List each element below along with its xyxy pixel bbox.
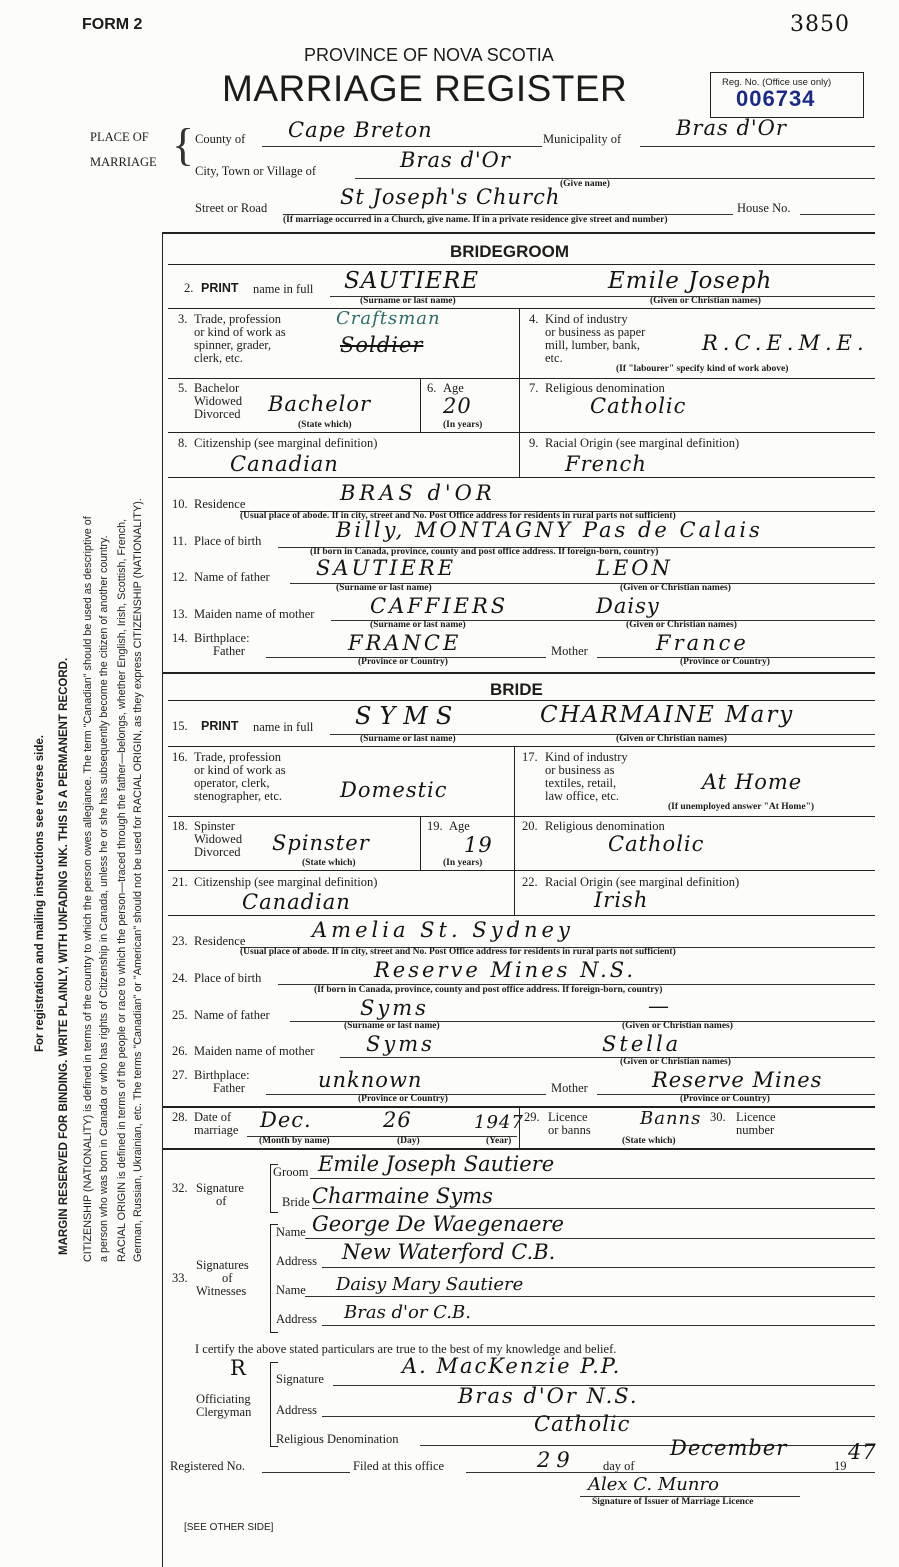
marriage-day: 26 xyxy=(383,1108,412,1132)
groom-father-birthplace: FRANCE xyxy=(348,631,462,655)
groom-given-names: Emile Joseph xyxy=(608,268,773,294)
city-label: City, Town or Village of xyxy=(195,164,317,178)
groom-father-surname: SAUTIERE xyxy=(316,556,457,580)
groom-mother-given: Daisy xyxy=(596,594,660,618)
bride-print-label: PRINT xyxy=(201,719,239,733)
witness1-name: George De Waegenaere xyxy=(312,1212,564,1236)
witness2-address: Bras d'or C.B. xyxy=(344,1302,471,1323)
groom-religion: Catholic xyxy=(590,394,687,418)
groom-residence: BRAS d'OR xyxy=(340,481,496,505)
street-note: (If marriage occurred in a Church, give name. If in a private residence give street and number) xyxy=(283,215,668,225)
groom-industry: R.C.E.M.E. xyxy=(702,331,869,355)
groom-name-label: name in full xyxy=(253,282,314,296)
street-label: Street or Road xyxy=(195,201,268,215)
county-value: Cape Breton xyxy=(288,118,433,142)
groom-age: 20 xyxy=(443,394,472,418)
groom-citizenship: Canadian xyxy=(230,452,339,476)
certification-statement: I certify the above stated particulars are true to the best of my knowledge and belief. xyxy=(195,1342,617,1356)
margin-instructions: For registration and mailing instructions see reverse side. xyxy=(34,735,46,1052)
witness1-address: New Waterford C.B. xyxy=(342,1240,556,1264)
bride-signature: Charmaine Syms xyxy=(312,1184,493,1208)
bride-citizenship: Canadian xyxy=(242,890,351,914)
marriage-year: 1947 xyxy=(474,1112,524,1133)
bride-residence: Amelia St. Sydney xyxy=(312,918,574,942)
municipality-label: Municipality of xyxy=(543,132,622,146)
issuer-signature: Alex C. Munro xyxy=(588,1474,719,1495)
form-label: FORM 2 xyxy=(82,16,143,33)
filed-month: December xyxy=(670,1436,788,1460)
reg-no-value: 006734 xyxy=(736,86,816,111)
bride-father-surname: Syms xyxy=(360,996,429,1020)
groom-racial-origin: French xyxy=(565,452,647,476)
house-label: House No. xyxy=(737,201,791,215)
registered-no-label: Registered No. xyxy=(170,1459,245,1473)
margin-racial-def-2: German, Russian, Ukrainian, etc. The terms "Canadian" or "American" should not be used for RACIAL ORIGIN, as they express CITIZENSHIP (NATIONALITY). xyxy=(132,498,144,1262)
groom-surname: SAUTIERE xyxy=(344,268,480,294)
filed-day: 29 xyxy=(537,1448,576,1472)
see-other-side: [SEE OTHER SIDE] xyxy=(184,1522,274,1533)
bride-marital-status: Spinster xyxy=(272,831,370,855)
bride-given-names: CHARMAINE Mary xyxy=(540,702,795,728)
bride-industry: At Home xyxy=(702,770,803,794)
groom-trade: Soldier xyxy=(340,333,424,357)
issuer-signature-label: Signature of Issuer of Marriage Licence xyxy=(592,1497,754,1507)
bride-father-birthplace: unknown xyxy=(318,1068,423,1092)
province-heading: PROVINCE OF NOVA SCOTIA xyxy=(304,45,554,65)
witness2-name: Daisy Mary Sautiere xyxy=(336,1274,524,1295)
bridegroom-heading: BRIDEGROOM xyxy=(450,242,569,261)
margin-citizenship-def-2: a person who was born in Canada or who has rights of Citizenship in Canada, unless he or she has subsequently become the citizen of another country. xyxy=(98,535,110,1262)
municipality-value: Bras d'Or xyxy=(676,116,787,140)
bride-mother-surname: Syms xyxy=(366,1032,435,1056)
groom-birthplace: Billy, MONTAGNY Pas de Calais xyxy=(336,518,763,542)
bride-mother-birthplace: Reserve Mines xyxy=(652,1068,823,1092)
county-label: County of xyxy=(195,132,246,146)
bride-surname: SYMS xyxy=(355,702,461,730)
groom-father-given: LEON xyxy=(596,556,673,580)
bride-religion: Catholic xyxy=(608,832,705,856)
filed-year: 47 xyxy=(848,1440,877,1464)
bride-heading: BRIDE xyxy=(490,680,543,699)
bride-name-label: name in full xyxy=(253,720,314,734)
margin-racial-def-1: RACIAL ORIGIN is defined in terms of the people or race to which the person—traced through the father—belongs, whether English, Irish, Scottish, French, xyxy=(116,518,128,1262)
reg-corner-number: 3850 xyxy=(790,12,850,37)
groom-mother-birthplace: France xyxy=(656,631,749,655)
groom-mother-surname: CAFFIERS xyxy=(370,594,509,618)
groom-print-label: PRINT xyxy=(201,281,239,295)
page-title: MARRIAGE REGISTER xyxy=(222,68,628,109)
bride-racial-origin: Irish xyxy=(594,888,649,912)
street-value: St Joseph's Church xyxy=(340,185,561,209)
groom-signature: Emile Joseph Sautiere xyxy=(318,1152,555,1176)
clergy-mark: R xyxy=(230,1356,247,1380)
form-left-border xyxy=(162,232,163,1567)
bride-birthplace: Reserve Mines N.S. xyxy=(374,958,637,982)
bride-age: 19 xyxy=(464,833,493,857)
marriage-month: Dec. xyxy=(260,1108,312,1132)
margin-citizenship-def-1: CITIZENSHIP (NATIONALITY) is defined in terms of the country to which the person owes allegiance. The term "Canadian" should be used as descriptive of xyxy=(82,516,94,1262)
groom-marital-status: Bachelor xyxy=(268,392,372,416)
bride-trade: Domestic xyxy=(340,778,448,802)
clergy-signature: A. MacKenzie P.P. xyxy=(402,1354,622,1378)
place-of-label: PLACE OF xyxy=(90,130,149,144)
groom-trade-correction: Craftsman xyxy=(336,308,441,329)
licence-or-banns: Banns xyxy=(640,1108,702,1129)
bride-father-given: — xyxy=(648,994,670,1018)
city-value: Bras d'Or xyxy=(400,148,511,172)
filed-label: Filed at this office xyxy=(353,1459,445,1473)
marriage-label: MARRIAGE xyxy=(90,155,157,169)
place-brace: { xyxy=(172,119,195,170)
clergy-address: Bras d'Or N.S. xyxy=(458,1384,639,1408)
bride-mother-given: Stella xyxy=(602,1032,682,1056)
reg-no-label: Reg. No. (Office use only) xyxy=(722,77,832,88)
give-name-note: (Give name) xyxy=(560,179,610,189)
clergy-denomination: Catholic xyxy=(534,1412,631,1436)
margin-binding-notice: MARGIN RESERVED FOR BINDING. WRITE PLAINLY, WITH UNFADING INK. THIS IS A PERMANENT RECORD. xyxy=(58,657,70,1255)
